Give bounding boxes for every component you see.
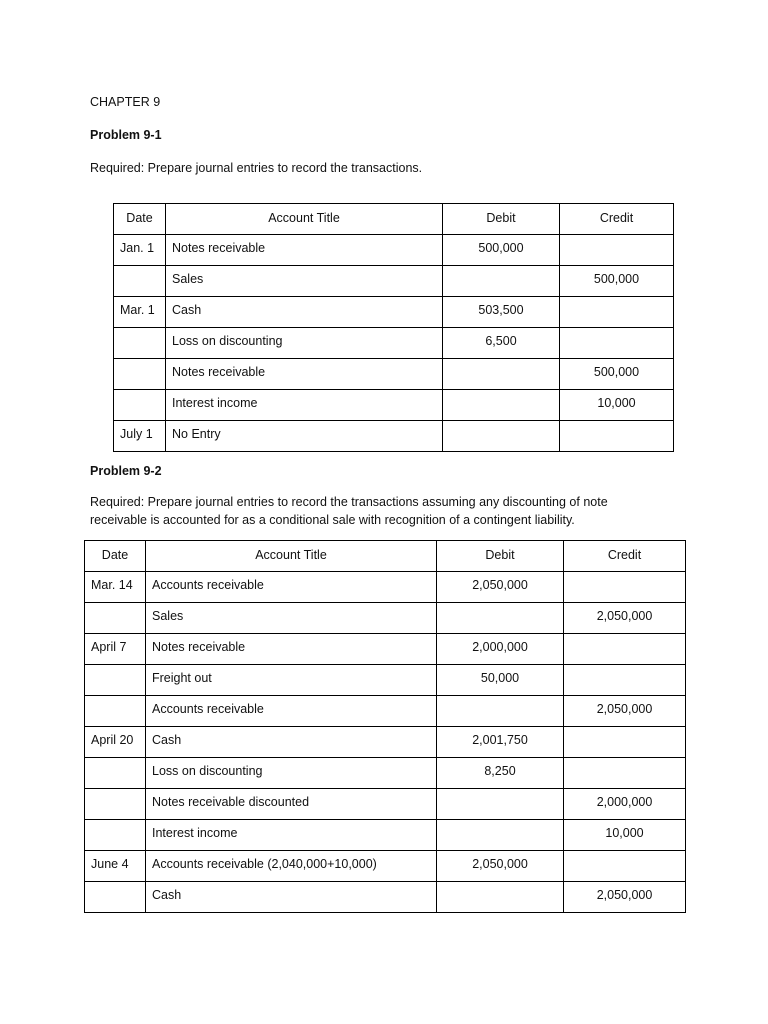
account-title-cell: Accounts receivable (2,040,000+10,000) bbox=[146, 851, 437, 882]
account-title-cell: Notes receivable discounted bbox=[146, 789, 437, 820]
header-credit: Credit bbox=[560, 204, 674, 235]
account-title-cell: Cash bbox=[166, 297, 443, 328]
debit-cell: 2,000,000 bbox=[437, 634, 564, 665]
table-row bbox=[114, 421, 674, 452]
credit-cell: 500,000 bbox=[560, 266, 674, 297]
table-row bbox=[114, 266, 674, 297]
table-row bbox=[114, 328, 674, 359]
account-title-cell: Cash bbox=[146, 882, 437, 913]
debit-cell bbox=[437, 882, 564, 913]
date-cell bbox=[85, 696, 146, 727]
credit-cell bbox=[564, 572, 686, 603]
credit-cell: 10,000 bbox=[560, 390, 674, 421]
credit-cell bbox=[564, 851, 686, 882]
date-cell: April 20 bbox=[85, 727, 146, 758]
credit-cell bbox=[564, 665, 686, 696]
table-row bbox=[114, 297, 674, 328]
account-title-cell: Notes receivable bbox=[146, 634, 437, 665]
table-row bbox=[85, 789, 686, 820]
date-cell bbox=[85, 758, 146, 789]
date-cell bbox=[114, 328, 166, 359]
table-row bbox=[85, 820, 686, 851]
credit-cell bbox=[560, 328, 674, 359]
credit-cell bbox=[560, 297, 674, 328]
credit-cell bbox=[560, 421, 674, 452]
table-row bbox=[85, 665, 686, 696]
account-title-cell: Accounts receivable bbox=[146, 696, 437, 727]
credit-cell: 10,000 bbox=[564, 820, 686, 851]
debit-cell bbox=[437, 696, 564, 727]
date-cell bbox=[114, 266, 166, 297]
header-credit: Credit bbox=[564, 541, 686, 572]
credit-cell bbox=[560, 235, 674, 266]
table-row bbox=[85, 572, 686, 603]
date-cell: June 4 bbox=[85, 851, 146, 882]
date-cell: Mar. 14 bbox=[85, 572, 146, 603]
header-debit: Debit bbox=[443, 204, 560, 235]
table-row bbox=[85, 603, 686, 634]
table-row bbox=[85, 851, 686, 882]
account-title-cell: Notes receivable bbox=[166, 235, 443, 266]
table-row bbox=[85, 696, 686, 727]
date-cell bbox=[114, 359, 166, 390]
table-row bbox=[85, 727, 686, 758]
problem-2-required bbox=[90, 493, 650, 529]
table-header-row bbox=[114, 204, 674, 235]
date-cell bbox=[85, 820, 146, 851]
account-title-cell: Notes receivable bbox=[166, 359, 443, 390]
debit-cell: 6,500 bbox=[443, 328, 560, 359]
date-cell bbox=[85, 882, 146, 913]
table-row bbox=[114, 359, 674, 390]
debit-cell: 8,250 bbox=[437, 758, 564, 789]
account-title-cell: Interest income bbox=[166, 390, 443, 421]
credit-cell: 2,050,000 bbox=[564, 603, 686, 634]
credit-cell: 500,000 bbox=[560, 359, 674, 390]
header-account-title: Account Title bbox=[166, 204, 443, 235]
debit-cell bbox=[437, 820, 564, 851]
date-cell: Jan. 1 bbox=[114, 235, 166, 266]
account-title-cell: Cash bbox=[146, 727, 437, 758]
debit-cell bbox=[443, 390, 560, 421]
date-cell: Mar. 1 bbox=[114, 297, 166, 328]
table-row bbox=[85, 758, 686, 789]
problem-2-required-line-2: receivable is accounted for as a conditional sale with recognition of a contingent liability. bbox=[90, 513, 575, 527]
header-debit: Debit bbox=[437, 541, 564, 572]
table-row bbox=[114, 390, 674, 421]
debit-cell: 2,050,000 bbox=[437, 572, 564, 603]
credit-cell: 2,050,000 bbox=[564, 696, 686, 727]
debit-cell: 50,000 bbox=[437, 665, 564, 696]
table-row bbox=[85, 882, 686, 913]
header-account-title: Account Title bbox=[146, 541, 437, 572]
table-header-row bbox=[85, 541, 686, 572]
account-title-cell: Freight out bbox=[146, 665, 437, 696]
debit-cell bbox=[437, 789, 564, 820]
credit-cell bbox=[564, 634, 686, 665]
date-cell bbox=[85, 603, 146, 634]
account-title-cell: Loss on discounting bbox=[166, 328, 443, 359]
debit-cell: 2,001,750 bbox=[437, 727, 564, 758]
table-row bbox=[85, 634, 686, 665]
journal-table-problem-1 bbox=[113, 203, 674, 452]
problem-1-title: Problem 9-1 bbox=[90, 128, 162, 142]
credit-cell bbox=[564, 727, 686, 758]
account-title-cell: Sales bbox=[146, 603, 437, 634]
date-cell: July 1 bbox=[114, 421, 166, 452]
chapter-heading: CHAPTER 9 bbox=[90, 95, 161, 109]
header-date: Date bbox=[114, 204, 166, 235]
date-cell bbox=[85, 789, 146, 820]
table-row bbox=[114, 235, 674, 266]
account-title-cell: No Entry bbox=[166, 421, 443, 452]
date-cell bbox=[85, 665, 146, 696]
credit-cell: 2,000,000 bbox=[564, 789, 686, 820]
debit-cell bbox=[443, 359, 560, 390]
problem-1-required: Required: Prepare journal entries to record the transactions. bbox=[90, 161, 423, 175]
debit-cell: 500,000 bbox=[443, 235, 560, 266]
journal-table-problem-2 bbox=[84, 540, 686, 913]
header-date: Date bbox=[85, 541, 146, 572]
debit-cell bbox=[443, 421, 560, 452]
account-title-cell: Accounts receivable bbox=[146, 572, 437, 603]
account-title-cell: Sales bbox=[166, 266, 443, 297]
debit-cell bbox=[437, 603, 564, 634]
account-title-cell: Interest income bbox=[146, 820, 437, 851]
date-cell: April 7 bbox=[85, 634, 146, 665]
account-title-cell: Loss on discounting bbox=[146, 758, 437, 789]
debit-cell bbox=[443, 266, 560, 297]
debit-cell: 503,500 bbox=[443, 297, 560, 328]
credit-cell bbox=[564, 758, 686, 789]
problem-2-required-line-1: Required: Prepare journal entries to record the transactions assuming any discounting of note bbox=[90, 495, 608, 509]
problem-2-title: Problem 9-2 bbox=[90, 464, 162, 478]
credit-cell: 2,050,000 bbox=[564, 882, 686, 913]
date-cell bbox=[114, 390, 166, 421]
debit-cell: 2,050,000 bbox=[437, 851, 564, 882]
